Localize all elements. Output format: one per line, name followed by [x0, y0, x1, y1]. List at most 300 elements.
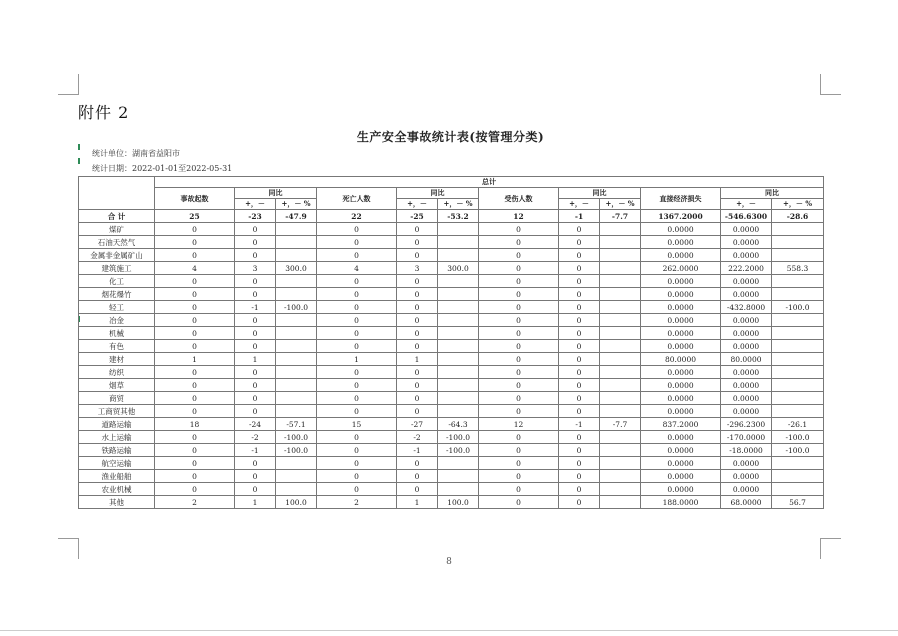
table-cell: 18: [155, 418, 235, 431]
table-row: [79, 379, 824, 392]
table-cell: [438, 353, 479, 366]
table-row: [79, 457, 824, 470]
table-cell: [276, 379, 317, 392]
attachment-label: 附件 2: [78, 103, 130, 122]
table-cell: [600, 366, 641, 379]
table-cell: [600, 236, 641, 249]
table-body: [79, 210, 824, 509]
row-category-label: 农业机械: [79, 483, 155, 496]
table-cell: 0: [155, 431, 235, 444]
table-cell: 0: [479, 444, 559, 457]
table-cell: -1: [559, 210, 600, 223]
table-cell: 0: [479, 288, 559, 301]
header-change: +，－: [559, 199, 600, 210]
table-cell: 2: [155, 496, 235, 509]
table-row: [79, 483, 824, 496]
table-cell: 0: [155, 457, 235, 470]
table-cell: 0.0000: [721, 223, 772, 236]
table-cell: 0.0000: [721, 366, 772, 379]
table-cell: -170.0000: [721, 431, 772, 444]
statistics-document: [78, 128, 823, 509]
table-cell: 0: [235, 405, 276, 418]
table-cell: [600, 392, 641, 405]
table-cell: 0: [155, 327, 235, 340]
table-cell: 0: [155, 483, 235, 496]
table-cell: [600, 249, 641, 262]
table-cell: 0: [559, 366, 600, 379]
table-cell: [772, 236, 824, 249]
table-cell: 0: [397, 301, 438, 314]
table-row: [79, 353, 824, 366]
table-cell: 0: [397, 405, 438, 418]
table-cell: 0: [155, 301, 235, 314]
table-cell: -1: [397, 444, 438, 457]
row-category-label: 航空运输: [79, 457, 155, 470]
table-cell: 0: [235, 236, 276, 249]
table-cell: 0: [479, 275, 559, 288]
table-cell: 0.0000: [641, 431, 721, 444]
row-category-label: 煤矿: [79, 223, 155, 236]
table-cell: [600, 327, 641, 340]
table-cell: 0: [559, 288, 600, 301]
table-cell: 12: [479, 418, 559, 431]
table-cell: 0: [155, 444, 235, 457]
table-cell: [772, 275, 824, 288]
table-cell: 0.0000: [721, 470, 772, 483]
table-cell: -2: [235, 431, 276, 444]
table-cell: [276, 470, 317, 483]
table-cell: 0: [155, 470, 235, 483]
table-cell: -546.6300: [721, 210, 772, 223]
table-cell: [772, 470, 824, 483]
table-cell: -1: [559, 418, 600, 431]
table-cell: 0.0000: [641, 483, 721, 496]
table-cell: 0.0000: [641, 392, 721, 405]
crop-mark-top-left: [58, 74, 79, 95]
table-cell: -53.2: [438, 210, 479, 223]
table-cell: [772, 223, 824, 236]
header-change-pct: +，－ %: [276, 199, 317, 210]
table-cell: 262.0000: [641, 262, 721, 275]
table-cell: 0.0000: [641, 470, 721, 483]
table-cell: -100.0: [276, 301, 317, 314]
table-cell: 4: [155, 262, 235, 275]
table-cell: 0.0000: [721, 483, 772, 496]
table-cell: 1367.2000: [641, 210, 721, 223]
table-cell: 0.0000: [641, 327, 721, 340]
table-cell: [600, 444, 641, 457]
table-cell: 0: [559, 249, 600, 262]
table-cell: 0: [155, 379, 235, 392]
table-cell: [438, 457, 479, 470]
table-cell: [438, 223, 479, 236]
row-category-label: 机械: [79, 327, 155, 340]
table-cell: 0: [235, 223, 276, 236]
table-cell: [772, 457, 824, 470]
table-cell: [772, 249, 824, 262]
table-cell: 2: [317, 496, 397, 509]
header-yoy: 同比: [721, 188, 824, 199]
table-cell: -24: [235, 418, 276, 431]
header-change-pct: +，－ %: [438, 199, 479, 210]
table-cell: 0.0000: [641, 249, 721, 262]
table-cell: 0: [559, 457, 600, 470]
header-loss: 直接经济损失: [641, 188, 721, 210]
table-cell: 0: [155, 405, 235, 418]
table-title: 生产安全事故统计表(按管理分类): [356, 130, 545, 144]
table-cell: [600, 353, 641, 366]
table-cell: 0: [479, 457, 559, 470]
table-row: [79, 340, 824, 353]
table-cell: -57.1: [276, 418, 317, 431]
table-cell: 0: [479, 496, 559, 509]
table-cell: [772, 366, 824, 379]
table-row: [79, 301, 824, 314]
table-cell: 0: [559, 405, 600, 418]
table-cell: [276, 327, 317, 340]
table-cell: 222.2000: [721, 262, 772, 275]
table-cell: 0: [559, 379, 600, 392]
table-cell: 100.0: [276, 496, 317, 509]
table-cell: 15: [317, 418, 397, 431]
table-cell: -27: [397, 418, 438, 431]
table-cell: 0: [559, 431, 600, 444]
table-cell: [438, 405, 479, 418]
table-cell: [600, 288, 641, 301]
table-row: [79, 275, 824, 288]
table-cell: [276, 288, 317, 301]
table-cell: 0: [397, 340, 438, 353]
table-cell: 0: [397, 483, 438, 496]
table-cell: 0: [317, 457, 397, 470]
table-cell: 0: [317, 327, 397, 340]
table-cell: 0: [559, 275, 600, 288]
row-category-label: 轻工: [79, 301, 155, 314]
table-cell: 0: [317, 275, 397, 288]
table-cell: 0: [559, 483, 600, 496]
table-cell: 0: [397, 470, 438, 483]
row-category-label: 金属非金属矿山: [79, 249, 155, 262]
table-row: [79, 236, 824, 249]
table-cell: 0: [397, 314, 438, 327]
table-cell: 0: [235, 379, 276, 392]
table-cell: 0: [155, 340, 235, 353]
table-cell: 0: [559, 301, 600, 314]
table-cell: 0: [155, 288, 235, 301]
table-cell: [276, 405, 317, 418]
row-category-label: 烟花爆竹: [79, 288, 155, 301]
crop-mark-bottom-right: [820, 538, 841, 559]
row-category-label: 商贸: [79, 392, 155, 405]
table-cell: 0: [317, 366, 397, 379]
table-cell: -100.0: [438, 444, 479, 457]
table-cell: 0: [155, 236, 235, 249]
header-yoy: 同比: [397, 188, 479, 199]
table-cell: 0: [479, 470, 559, 483]
row-category-label: 道路运输: [79, 418, 155, 431]
row-category-label: 建材: [79, 353, 155, 366]
table-cell: 0: [317, 340, 397, 353]
header-corner: [79, 177, 155, 210]
table-cell: 0: [317, 314, 397, 327]
table-cell: 0: [397, 249, 438, 262]
table-cell: 0.0000: [721, 392, 772, 405]
table-cell: 0: [155, 392, 235, 405]
table-cell: 1: [397, 353, 438, 366]
table-row-total: [79, 210, 824, 223]
table-cell: [438, 275, 479, 288]
table-cell: 1: [317, 353, 397, 366]
table-cell: -100.0: [772, 444, 824, 457]
table-cell: 0: [317, 288, 397, 301]
table-cell: 0: [397, 288, 438, 301]
table-cell: -28.6: [772, 210, 824, 223]
table-cell: 0: [397, 327, 438, 340]
table-row: [79, 496, 824, 509]
table-cell: 0: [559, 470, 600, 483]
table-cell: 0: [479, 353, 559, 366]
table-row: [79, 262, 824, 275]
date-line: 统计日期：2022-01-01至2022-05-31: [92, 164, 233, 173]
table-cell: 0: [235, 457, 276, 470]
header-change: +，－: [721, 199, 772, 210]
row-category-label: 有色: [79, 340, 155, 353]
table-cell: 25: [155, 210, 235, 223]
table-cell: 56.7: [772, 496, 824, 509]
table-cell: [600, 470, 641, 483]
table-cell: 0.0000: [721, 314, 772, 327]
table-cell: [772, 327, 824, 340]
table-cell: 0: [317, 392, 397, 405]
row-category-label: 建筑施工: [79, 262, 155, 275]
row-category-label: 烟草: [79, 379, 155, 392]
table-cell: [600, 301, 641, 314]
table-cell: 0: [559, 327, 600, 340]
table-cell: 0.0000: [721, 249, 772, 262]
table-cell: [772, 392, 824, 405]
table-cell: 0.0000: [641, 366, 721, 379]
table-row: [79, 431, 824, 444]
table-cell: [600, 405, 641, 418]
table-cell: 0.0000: [641, 236, 721, 249]
table-cell: 0.0000: [721, 275, 772, 288]
table-cell: 0: [155, 275, 235, 288]
table-cell: [600, 340, 641, 353]
table-cell: 0: [317, 379, 397, 392]
table-cell: 0: [397, 392, 438, 405]
row-category-label: 其他: [79, 496, 155, 509]
table-cell: 0: [317, 470, 397, 483]
row-category-label: 铁路运输: [79, 444, 155, 457]
table-cell: [438, 366, 479, 379]
table-cell: [438, 379, 479, 392]
table-cell: [276, 483, 317, 496]
table-cell: 0: [479, 236, 559, 249]
header-total: 总计: [155, 177, 824, 188]
accident-statistics-table: [78, 176, 824, 509]
table-cell: 1: [155, 353, 235, 366]
page-bottom-border: [0, 630, 898, 631]
table-cell: 0.0000: [641, 275, 721, 288]
table-cell: 0: [235, 470, 276, 483]
table-cell: 0.0000: [641, 379, 721, 392]
table-cell: 0: [397, 236, 438, 249]
header-change-pct: +，－ %: [772, 199, 824, 210]
table-cell: 0: [479, 431, 559, 444]
table-cell: 0: [479, 379, 559, 392]
table-cell: 100.0: [438, 496, 479, 509]
table-cell: 0: [479, 327, 559, 340]
table-cell: 4: [317, 262, 397, 275]
row-category-label: 合 计: [79, 210, 155, 223]
table-cell: 0: [559, 262, 600, 275]
table-cell: 0: [397, 379, 438, 392]
table-cell: 0: [479, 405, 559, 418]
table-cell: -1: [235, 301, 276, 314]
table-cell: [276, 457, 317, 470]
table-cell: 0: [235, 366, 276, 379]
table-cell: 0: [317, 223, 397, 236]
table-cell: 0: [235, 249, 276, 262]
header-change: +，－: [235, 199, 276, 210]
table-cell: 0: [235, 392, 276, 405]
table-cell: [772, 483, 824, 496]
table-cell: 0: [479, 366, 559, 379]
table-cell: 0: [559, 392, 600, 405]
header-change: +，－: [397, 199, 438, 210]
table-cell: [600, 262, 641, 275]
page-number: 8: [446, 557, 452, 567]
table-cell: [772, 314, 824, 327]
table-cell: 12: [479, 210, 559, 223]
table-cell: 0: [479, 262, 559, 275]
table-cell: 0: [155, 223, 235, 236]
table-cell: 837.2000: [641, 418, 721, 431]
table-cell: 0: [155, 366, 235, 379]
table-cell: -25: [397, 210, 438, 223]
table-row: [79, 366, 824, 379]
table-cell: -432.8000: [721, 301, 772, 314]
table-cell: [438, 340, 479, 353]
table-cell: -100.0: [772, 431, 824, 444]
table-cell: 0.0000: [721, 327, 772, 340]
table-cell: [438, 301, 479, 314]
table-cell: -100.0: [772, 301, 824, 314]
table-cell: 0.0000: [721, 288, 772, 301]
table-cell: 558.3: [772, 262, 824, 275]
header-change-pct: +，－ %: [600, 199, 641, 210]
table-cell: 0: [397, 223, 438, 236]
table-cell: -2: [397, 431, 438, 444]
table-cell: 1: [235, 496, 276, 509]
table-cell: 0.0000: [641, 288, 721, 301]
table-cell: 0: [155, 249, 235, 262]
table-cell: 0: [397, 457, 438, 470]
table-cell: 80.0000: [721, 353, 772, 366]
table-cell: 3: [235, 262, 276, 275]
table-cell: 0: [317, 431, 397, 444]
table-cell: [276, 236, 317, 249]
table-cell: -64.3: [438, 418, 479, 431]
table-cell: 0: [479, 249, 559, 262]
table-cell: [438, 470, 479, 483]
table-cell: [600, 431, 641, 444]
table-row: [79, 327, 824, 340]
table-cell: -1: [235, 444, 276, 457]
table-cell: 0: [559, 314, 600, 327]
table-cell: 0: [317, 249, 397, 262]
table-cell: [276, 366, 317, 379]
table-cell: 188.0000: [641, 496, 721, 509]
table-cell: [276, 392, 317, 405]
table-cell: [772, 288, 824, 301]
table-cell: 0: [559, 444, 600, 457]
table-cell: 0: [317, 483, 397, 496]
row-category-label: 渔业船舶: [79, 470, 155, 483]
table-cell: -47.9: [276, 210, 317, 223]
table-row: [79, 223, 824, 236]
table-cell: 0: [317, 301, 397, 314]
table-cell: [276, 314, 317, 327]
table-cell: [276, 223, 317, 236]
table-cell: 0.0000: [721, 340, 772, 353]
table-cell: 0: [479, 314, 559, 327]
table-row: [79, 470, 824, 483]
header-yoy: 同比: [559, 188, 641, 199]
table-cell: [772, 379, 824, 392]
table-cell: [772, 340, 824, 353]
table-cell: 300.0: [438, 262, 479, 275]
table-cell: 0: [317, 236, 397, 249]
table-cell: 68.0000: [721, 496, 772, 509]
table-cell: 0: [235, 327, 276, 340]
table-cell: 0.0000: [721, 236, 772, 249]
row-category-label: 冶金: [79, 314, 155, 327]
table-cell: [438, 314, 479, 327]
table-cell: -100.0: [276, 431, 317, 444]
table-cell: 0: [559, 236, 600, 249]
header-injured: 受伤人数: [479, 188, 559, 210]
table-cell: 0.0000: [641, 444, 721, 457]
table-cell: 0: [479, 483, 559, 496]
table-cell: -23: [235, 210, 276, 223]
table-row: [79, 418, 824, 431]
table-cell: 0: [559, 353, 600, 366]
table-cell: [276, 275, 317, 288]
table-cell: 0: [317, 444, 397, 457]
table-cell: [772, 405, 824, 418]
row-category-label: 工商贸其他: [79, 405, 155, 418]
table-cell: 0: [559, 223, 600, 236]
table-row: [79, 249, 824, 262]
table-cell: [600, 483, 641, 496]
table-cell: 0: [235, 275, 276, 288]
table-cell: [600, 223, 641, 236]
table-cell: 0.0000: [641, 340, 721, 353]
table-cell: 0: [559, 496, 600, 509]
table-cell: -18.0000: [721, 444, 772, 457]
table-cell: 0: [397, 366, 438, 379]
table-cell: [276, 340, 317, 353]
table-cell: [600, 379, 641, 392]
table-cell: 0.0000: [641, 223, 721, 236]
table-cell: -296.2300: [721, 418, 772, 431]
table-cell: 0: [479, 301, 559, 314]
table-cell: [276, 353, 317, 366]
table-cell: 0: [559, 340, 600, 353]
table-row: [79, 405, 824, 418]
table-cell: 0.0000: [721, 405, 772, 418]
